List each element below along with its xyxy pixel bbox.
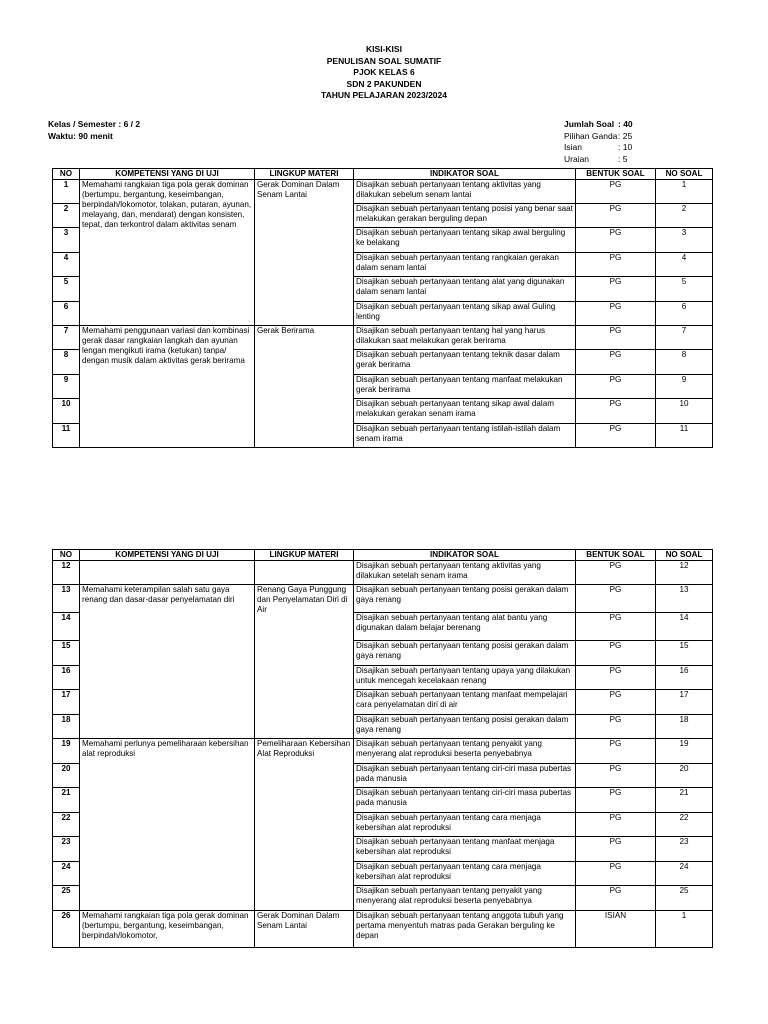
row-no: 5 [53,277,80,302]
table-row [53,326,713,350]
row-no: 17 [53,690,80,715]
question-type-cell: PG [576,739,656,764]
indicator-cell: Disajikan sebuah pertanyaan tentang sikap awal dalam melakukan gerakan senam irama [354,399,576,424]
table-header-row [53,550,713,561]
row-no: 2 [53,204,80,228]
question-number-cell: 13 [656,585,713,613]
competency-cell: Memahami rangkaian tiga pola gerak dominan (bertumpu, bergantung, keseimbangan, berpindah/lokomotor, tolakan, putaran, ayunan, melayang, dan, mendarat) dengan konsisten, tepat, dan terkontrol dalam aktivitas senam [80,180,255,326]
row-no: 18 [53,715,80,739]
question-number-cell: 6 [656,302,713,326]
indicator-cell: Disajikan sebuah pertanyaan tentang upaya yang dilakukan untuk mencegah kecelakaan renang [354,666,576,690]
question-number-cell: 9 [656,375,713,399]
fill-in-label: Isian [564,142,582,152]
indicator-cell: Disajikan sebuah pertanyaan tentang posisi gerakan dalam gaya renang [354,641,576,666]
question-number-cell: 17 [656,690,713,715]
indicator-cell: Disajikan sebuah pertanyaan tentang alat yang digunakan dalam senam lantai [354,277,576,302]
competency-cell: Memahami rangkaian tiga pola gerak dominan (bertumpu, bergantung, keseimbangan, berpindah/lokomotor, [80,911,255,948]
scope-cell: Renang Gaya Punggung dan Penyelamatan Diri di Air [255,585,354,739]
question-number-cell: 10 [656,399,713,424]
col-header-indikator: INDIKATOR SOAL [354,550,576,561]
row-no: 9 [53,375,80,399]
question-number-cell: 16 [656,666,713,690]
title-line-4: SDN 2 PAKUNDEN [346,78,422,89]
row-no: 7 [53,326,80,350]
table-row [53,911,713,948]
row-no: 20 [53,764,80,788]
indicator-cell: Disajikan sebuah pertanyaan tentang rangkaian gerakan dalam senam lantai [354,253,576,277]
indicator-cell: Disajikan sebuah pertanyaan tentang manfaat mempelajari cara penyelamatan diri di air [354,690,576,715]
fill-in-value: : 10 [618,142,633,152]
indicator-cell: Disajikan sebuah pertanyaan tentang aktivitas yang dilakukan setelah senam irama [354,561,576,585]
question-number-cell: 7 [656,326,713,350]
indicator-cell: Disajikan sebuah pertanyaan tentang aktivitas yang dilakukan sebelum senam lantai [354,180,576,204]
question-number-cell: 22 [656,813,713,837]
essay-row [564,154,633,166]
title-line-2: PENULISAN SOAL SUMATIF [326,55,442,66]
indicator-cell: Disajikan sebuah pertanyaan tentang cara menjaga kebersihan alat reproduksi [354,862,576,886]
indicator-cell: Disajikan sebuah pertanyaan tentang penyakit yang menyerang alat reproduksi beserta penyebabnya [354,886,576,911]
scope-cell: Gerak Dominan Dalam Senam Lantai [255,911,354,948]
question-type-cell: PG [576,862,656,886]
indicator-cell: Disajikan sebuah pertanyaan tentang anggota tubuh yang pertama menyentuh matras pada Gerakan berguling ke depan [354,911,576,948]
question-type-cell: PG [576,613,656,641]
question-number-cell: 2 [656,204,713,228]
col-header-kompetensi: KOMPETENSI YANG DI UJI [80,550,255,561]
indicator-cell: Disajikan sebuah pertanyaan tentang ciri-ciri masa pubertas pada manusia [354,764,576,788]
class-semester: Kelas / Semester : 6 / 2 [48,119,141,129]
table-row [53,180,713,204]
question-type-cell: PG [576,690,656,715]
question-type-cell: PG [576,302,656,326]
row-no: 11 [53,424,80,448]
col-header-lingkup: LINGKUP MATERI [255,550,354,561]
question-type-cell: PG [576,228,656,253]
question-type-cell: PG [576,641,656,666]
col-header-no-soal: NO SOAL [656,169,713,180]
question-type-cell: PG [576,277,656,302]
question-type-cell: PG [576,424,656,448]
indicator-cell: Disajikan sebuah pertanyaan tentang manfaat menjaga kebersihan alat reproduksi [354,837,576,862]
question-number-cell: 14 [656,613,713,641]
question-number-cell: 8 [656,350,713,375]
row-no: 13 [53,585,80,613]
indicator-cell: Disajikan sebuah pertanyaan tentang posisi gerakan dalam gaya renang [354,715,576,739]
indicator-cell: Disajikan sebuah pertanyaan tentang posisi yang benar saat melakukan gerakan berguling depan [354,204,576,228]
question-type-cell: PG [576,886,656,911]
row-no: 6 [53,302,80,326]
row-no: 14 [53,613,80,641]
indicator-cell: Disajikan sebuah pertanyaan tentang penyakit yang menyerang alat reproduksi beserta penyebabnya [354,739,576,764]
question-number-cell: 21 [656,788,713,813]
question-type-cell: PG [576,837,656,862]
scope-cell: Pemeliharaan Kebersihan Alat Reproduksi [255,739,354,911]
competency-cell: Memahami keterampilan salah satu gaya renang dan dasar-dasar penyelamatan diri [80,585,255,739]
row-no: 3 [53,228,80,253]
table-row [53,585,713,613]
question-number-cell: 23 [656,837,713,862]
row-no: 25 [53,886,80,911]
question-type-cell: PG [576,764,656,788]
indicator-cell: Disajikan sebuah pertanyaan tentang manfaat melakukan gerak berirama [354,375,576,399]
total-questions-label: Jumlah Soal [564,119,615,129]
col-header-no-soal: NO SOAL [656,550,713,561]
indicator-cell: Disajikan sebuah pertanyaan tentang posisi gerakan dalam gaya renang [354,585,576,613]
blueprint-table-2 [52,549,713,948]
row-no: 8 [53,350,80,375]
scope-cell: Gerak Dominan Dalam Senam Lantai [255,180,354,326]
question-type-cell: PG [576,375,656,399]
row-no: 4 [53,253,80,277]
question-number-cell: 11 [656,424,713,448]
question-type-cell: PG [576,180,656,204]
question-number-cell: 25 [656,886,713,911]
row-no: 15 [53,641,80,666]
row-no: 10 [53,399,80,424]
row-no: 12 [53,561,80,585]
competency-cell: Memahami penggunaan variasi dan kombinasi gerak dasar rangkaian langkah dan ayunan lengan mengikuti irama (ketukan) tanpa/ dengan musik dalam aktivitas gerak berirama [80,326,255,448]
indicator-cell: Disajikan sebuah pertanyaan tentang alat bantu yang digunakan dalam belajar berenang [354,613,576,641]
indicator-cell: Disajikan sebuah pertanyaan tentang istilah-istilah dalam senam irama [354,424,576,448]
table-row [53,561,713,585]
question-number-cell: 1 [656,911,713,948]
title-line-5: TAHUN PELAJARAN 2023/2024 [321,90,447,100]
competency-cell: Memahami perlunya pemeliharaan kebersihan alat reproduksi [80,739,255,911]
question-type-cell: PG [576,326,656,350]
question-type-cell: PG [576,204,656,228]
question-number-cell: 1 [656,180,713,204]
essay-value: : 5 [618,153,628,164]
question-type-cell: PG [576,253,656,277]
col-header-no: NO [53,550,80,561]
title-line-1: KISI-KISI [366,44,402,54]
col-header-lingkup: LINGKUP MATERI [255,169,354,180]
question-number-cell: 19 [656,739,713,764]
competency-cell [80,561,255,585]
indicator-cell: Disajikan sebuah pertanyaan tentang teknik dasar dalam gerak berirama [354,350,576,375]
total-questions-row [564,119,633,131]
document-title-block [0,44,768,102]
class-info [48,119,140,142]
table-row [53,739,713,764]
multiple-choice-row [564,131,633,143]
question-number-cell: 18 [656,715,713,739]
col-header-no: NO [53,169,80,180]
row-no: 1 [53,180,80,204]
question-summary [564,119,633,165]
question-type-cell: PG [576,561,656,585]
col-header-kompetensi: KOMPETENSI YANG DI UJI [80,169,255,180]
total-questions-value: : 40 [618,119,633,129]
question-type-cell: PG [576,813,656,837]
indicator-cell: Disajikan sebuah pertanyaan tentang ciri-ciri masa pubertas pada manusia [354,788,576,813]
col-header-bentuk: BENTUK SOAL [576,169,656,180]
essay-label: Uraian [564,153,590,164]
question-type-cell: ISIAN [576,911,656,948]
indicator-cell: Disajikan sebuah pertanyaan tentang hal yang harus dilakukan saat melakukan gerak berirama [354,326,576,350]
question-type-cell: PG [576,585,656,613]
time-allotted: Waktu: 90 menit [48,130,113,141]
col-header-indikator: INDIKATOR SOAL [354,169,576,180]
row-no: 16 [53,666,80,690]
table-header-row [53,169,713,180]
row-no: 26 [53,911,80,948]
indicator-cell: Disajikan sebuah pertanyaan tentang sikap awal berguling ke belakang [354,228,576,253]
title-line-3: PJOK KELAS 6 [353,67,415,77]
question-type-cell: PG [576,788,656,813]
question-type-cell: PG [576,350,656,375]
scope-cell: Gerak Berirama [255,326,354,448]
blueprint-table-1 [52,168,713,448]
question-number-cell: 20 [656,764,713,788]
indicator-cell: Disajikan sebuah pertanyaan tentang sikap awal Guling lenting [354,302,576,326]
multiple-choice-value: : 25 [618,130,633,141]
question-number-cell: 4 [656,253,713,277]
question-type-cell: PG [576,715,656,739]
row-no: 24 [53,862,80,886]
row-no: 23 [53,837,80,862]
question-number-cell: 24 [656,862,713,886]
row-no: 19 [53,739,80,764]
question-number-cell: 3 [656,228,713,253]
row-no: 22 [53,813,80,837]
question-number-cell: 5 [656,277,713,302]
row-no: 21 [53,788,80,813]
question-type-cell: PG [576,666,656,690]
question-number-cell: 12 [656,561,713,585]
multiple-choice-label: Pilihan Ganda [564,130,618,141]
question-type-cell: PG [576,399,656,424]
question-number-cell: 15 [656,641,713,666]
indicator-cell: Disajikan sebuah pertanyaan tentang cara menjaga kebersihan alat reproduksi [354,813,576,837]
col-header-bentuk: BENTUK SOAL [576,550,656,561]
fill-in-row [564,142,633,154]
scope-cell [255,561,354,585]
